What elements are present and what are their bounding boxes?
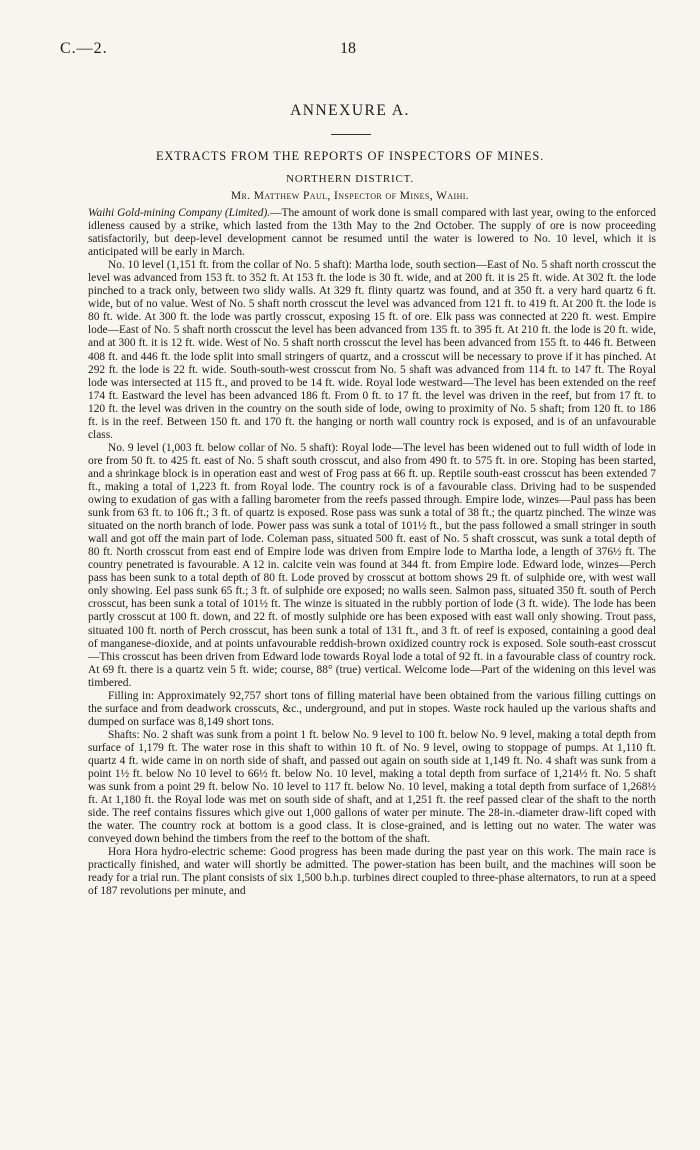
paragraph-waihi: [88, 207, 656, 259]
paragraph-no10-level: No. 10 level (1,151 ft. from the collar of No. 5 shaft): Martha lode, south section—East of No. 5 shaft north crosscut the level was advanced from 153 ft. to 352 ft. At 153 ft. the lode is 30 ft. wide, and at 200 ft. it is 25 ft. wide. At 302 ft. the lode pinched to a track only, between two slidy walls. At 329 ft. flinty quartz was found, and at 350 ft. a very hard quartz 6 ft. wide, but of no value. West of No. 5 shaft north crosscut the level was advanced from 121 ft. to 419 ft. At 200 ft. the lode is 80 ft. wide. At 300 ft. the lode was partly crosscut, exposing 15 ft. of ore. Elk pass was connected at 220 ft. west. Empire lode—East of No. 5 shaft north crosscut the level has been advanced from 135 ft. to 395 ft. At 210 ft. the lode is 20 ft. wide, and at 300 ft. it is 12 ft. wide. West of No. 5 shaft north crosscut the level has been advanced from 155 ft. to 446 ft. Between 408 ft. and 446 ft. the lode split into small stringers of quartz, and a crosscut will be necessary to prove if it has pinched. At 292 ft. the lode is 22 ft. wide. South-south-west crosscut from No. 5 shaft was advanced from 114 ft. to 147 ft. The Royal lode was intersected at 115 ft., and proved to be 14 ft. wide. Royal lode westward—The level has been extended on the reef 174 ft. Eastward the level has been advanced 186 ft. From 0 ft. to 17 ft. the level was driven in the reef, but from 17 ft. to 120 ft. the level was driven in the country on the south side of lode, owing to proximity of No. 5 shaft; from 120 ft. to 186 ft. is in the reef. Between 150 ft. and 170 ft. the hanging or north wall country rock is exposed, and is of an unfavourable class.: [88, 259, 656, 441]
title-divider: [331, 134, 371, 135]
paragraph-shafts: Shafts: No. 2 shaft was sunk from a point 1 ft. below No. 9 level to 100 ft. below No. 9 level, making a total depth from surface of 1,179 ft. The water rose in this shaft to within 10 ft. of No. 9 level, owing to stoppage of pumps. At 1,110 ft. quartz 4 ft. wide came in on north side of shaft, and passed out again on south side at 1,149 ft. No. 4 shaft was sunk from a point 1½ ft. below No 10 level to 66½ ft. below No. 10 level, making a total depth from surface of 1,214½ ft. No. 5 shaft was sunk from a point 29 ft. below No. 10 level to 117 ft. below No. 10 level, making a total depth from surface of 1,268½ ft. At 1,180 ft. the Royal lode was met on south side of shaft, and at 1,251 ft. the reef passed clear of the shaft to the north side. The reef contains fissures which give out 1,000 gallons of water per minute. The 28-in.-diameter draw-lift coped with the water. The country rock at bottom is a good class. It is close-grained, and is letting out no water. The water was conveyed down behind the timbers from the reef to the bottom of the shaft.: [88, 728, 656, 846]
annexure-title: ANNEXURE A.: [290, 102, 410, 119]
inspector-heading: Mr. Matthew Paul, Inspector of Mines, Waihi.: [230, 190, 470, 202]
district-heading: NORTHERN DISTRICT.: [286, 173, 414, 185]
company-name: Waihi Gold-mining Company (Limited).: [88, 207, 271, 219]
report-body: [88, 207, 656, 898]
paragraph-text: —The amount of work done is small compared with last year, owing to the enforced idleness caused by a strike, which lasted from the 13th May to the 2nd October. The supply of ore is now proceeding satisfactorily, but deep-level development cannot be resumed until the water is lowered to No. 10 level, which it is anticipated will be early in March.: [88, 207, 656, 259]
paragraph-hora-hora: Hora Hora hydro-electric scheme: Good progress has been made during the past year on this work. The main race is practically finished, and water will shortly be admitted. The power-station has been built, and the machines will soon be ready for a trial run. The plant consists of six 1,500 b.h.p. turbines direct coupled to three-phase alternators, to run at a speed of 187 revolutions per minute, and: [88, 846, 656, 898]
page-header: [60, 40, 670, 60]
paragraph-filling-in: Filling in: Approximately 92,757 short tons of filling material have been obtained from the various filling cuttings on the surface and from deadwork crosscuts, &c., underground, and put in stopes. Waste rock hauled up the various shafts and dumped on surface was 8,149 short tons.: [88, 689, 656, 728]
page-number: 18: [340, 40, 356, 57]
document-reference: C.—2.: [60, 40, 108, 57]
section-subtitle: EXTRACTS FROM THE REPORTS OF INSPECTORS OF MINES.: [155, 149, 545, 163]
paragraph-no9-level: No. 9 level (1,003 ft. below collar of No. 5 shaft): Royal lode—The level has been widened out to full width of lode in ore from 50 ft. to 425 ft. east of No. 5 shaft south crosscut, and also from 490 ft. to 575 ft. in ore. Stoping has been started, and a shrinkage block is in operation east and west of Frog pass at 66 ft. up. Reptile south-east crosscut has been extended 7 ft., making a total of 1,223 ft. from Royal lode. The country rock is of a favourable class. Driving had to be suspended owing to exudation of gas with a falling barometer from the reefs passed through. Empire lode, winzes—Paul pass has been sunk from 63 ft. to 106 ft.; 3 ft. of quartz is exposed. Rose pass was sunk a total of 38 ft.; the quartz pinched. The winze was situated on the north branch of lode. Power pass was sunk a total of 101½ ft., but the pass followed a small stringer in south wall and got off the main part of lode. Coleman pass, situated 500 ft. east of No. 5 shaft crosscut, was sunk a total depth of 80 ft. North crosscut from east end of Empire lode was driven from Empire lode to Martha lode, a length of 376½ ft. The country penetrated is favourable. A 12 in. calcite vein was found at 344 ft. from Empire lode. Edward lode, winzes—Perch pass has been sunk to a total depth of 80 ft. Lode proved by crosscut at bottom shows 29 ft. of sulphide ore, with west wall only showing. Eel pass sunk 65 ft.; 3 ft. of sulphide ore exposed; no walls seen. Salmon pass, situated 350 ft. south of Perch crosscut, has been sunk a total of 101½ ft. The winze is situated in the rubbly portion of lode (3 ft. wide). The lode has been partly crosscut at 100 ft. down, and 22 ft. of mostly sulphide ore has been exposed with east wall only showing. Trout pass, situated 100 ft. north of Perch crosscut, has been sunk a total of 131 ft., and 3 ft. of reef is exposed, containing a good deal of manganese-dioxide, and at points unfavourable reddish-brown oxidized country rock is exposed. Sole south-east crosscut—This crosscut has been driven from Edward lode towards Royal lode a total of 92 ft. in a favourable class of country rock. At 69 ft. there is a quartz vein 5 ft. wide; course, 88° (true) vertical. Welcome lode—Part of the widening on this level was timbered.: [88, 441, 656, 689]
